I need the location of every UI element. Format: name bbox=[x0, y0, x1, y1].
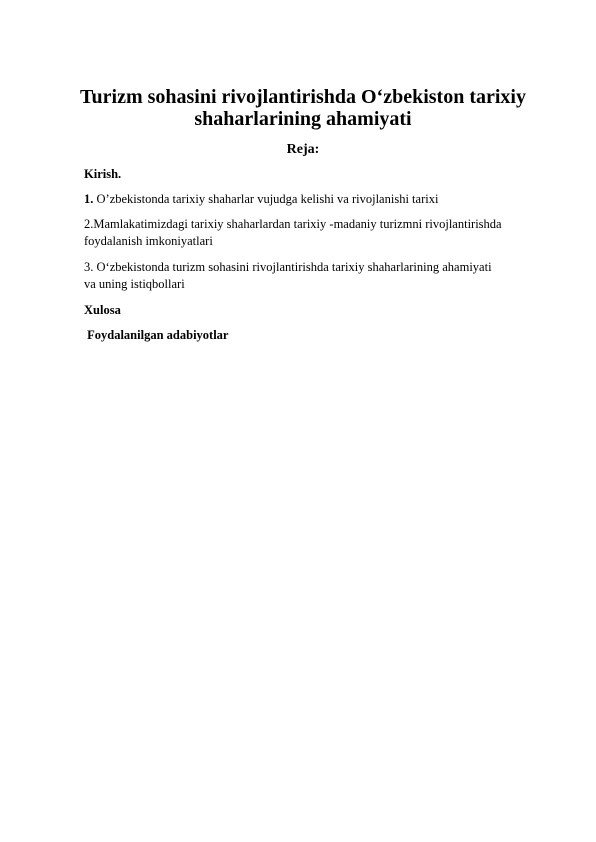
title-line-1: Turizm sohasini rivojlantirishda O‘zbekiston tarixiy bbox=[80, 86, 526, 108]
plan-item-1-number: 1. bbox=[84, 192, 94, 206]
references-heading: Foydalanilgan adabiyotlar bbox=[84, 328, 229, 342]
intro-heading: Kirish. bbox=[84, 167, 122, 181]
plan-item-3-line-1: 3. O‘zbekistonda turizm sohasini rivojlantirishda tarixiy shaharlarining ahamiyati bbox=[84, 260, 492, 274]
plan-heading: Reja: bbox=[286, 142, 320, 157]
document-title bbox=[60, 86, 546, 130]
plan-item-3-line-2: va uning istiqbollari bbox=[84, 277, 185, 291]
title-line-2: shaharlarining ahamiyati bbox=[194, 108, 412, 130]
plan-item-1-text: O’zbekistonda tarixiy shaharlar vujudga kelishi va rivojlanishi tarixi bbox=[93, 192, 439, 206]
plan-item-2-line-2: foydalanish imkoniyatlari bbox=[84, 234, 213, 248]
conclusion-heading: Xulosa bbox=[84, 303, 121, 317]
plan-item-2-line-1: 2.Mamlakatimizdagi tarixiy shaharlardan tarixiy -madaniy turizmni rivojlantirishda bbox=[84, 217, 502, 231]
plan-item-1 bbox=[84, 191, 554, 207]
